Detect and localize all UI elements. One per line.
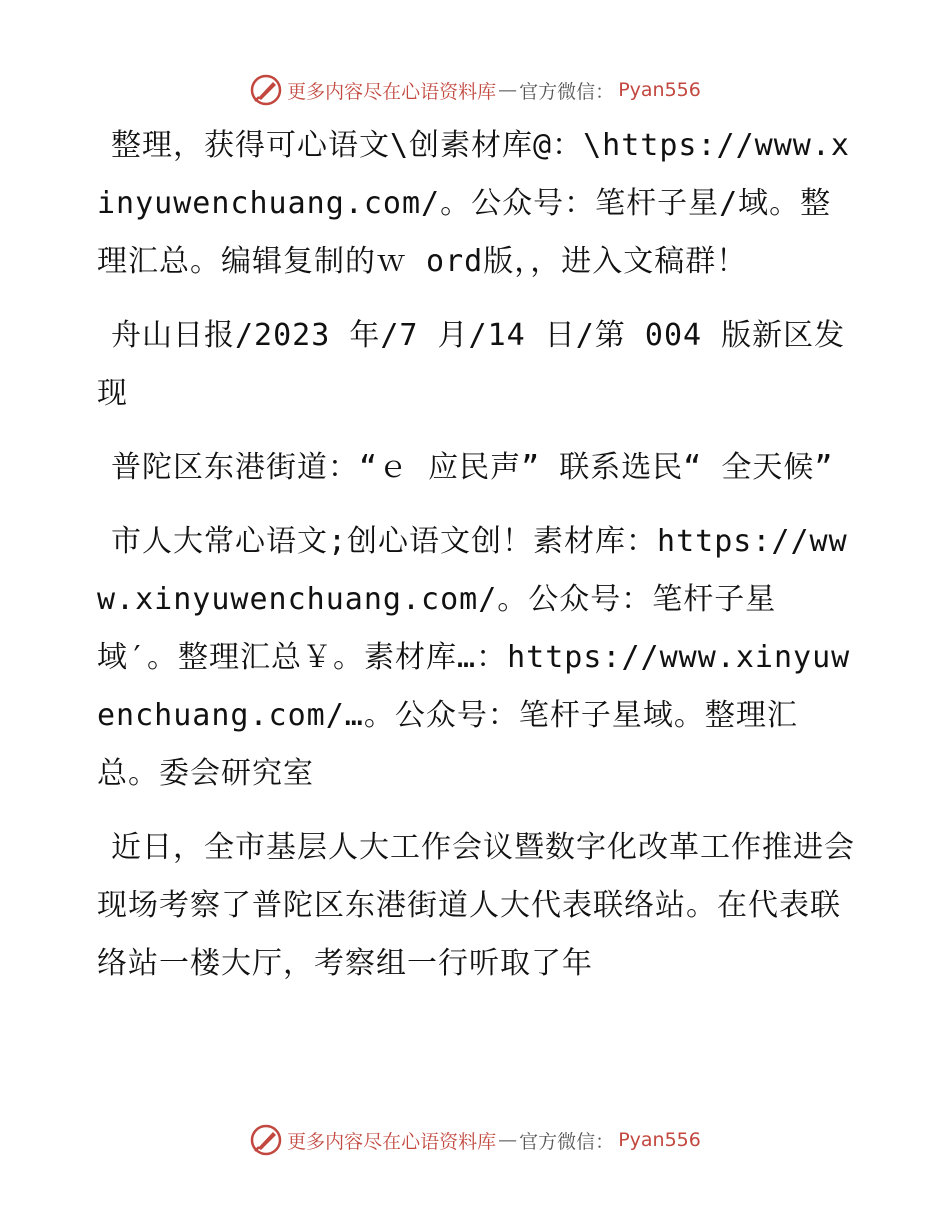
- banner-official-label: 官方微信：: [519, 1130, 615, 1153]
- paragraph-text: 整理，获得可心语文\创素材库@：\https://www.xinyuwenchuang.com/。公众号：笔杆子星/域。整理汇总。编辑复制的ｗ ord版，，进入文稿群！: [97, 128, 850, 279]
- paragraph: [97, 117, 857, 291]
- paragraph-text: 近日，全市基层人大工作会议暨数字化改革工作推进会现场考察了普陀区东港街道人大代表联络站。在代表联络站一楼大厅，考察组一行听取了年: [97, 830, 855, 981]
- banner-separator: —: [498, 79, 518, 101]
- paragraph: [97, 819, 857, 993]
- banner-wechat-id: Pyan556: [618, 79, 701, 101]
- paragraph: [97, 513, 857, 803]
- quill-pen-logo-icon: [249, 1123, 283, 1157]
- header-watermark-banner: [0, 70, 950, 110]
- paragraph-text: 舟山日报/2023 年/7 月/14 日/第 004 版新区发现: [97, 318, 846, 411]
- paragraph: [97, 439, 857, 497]
- document-body: [97, 117, 857, 1009]
- paragraph-text: 普陀区东港街道：“ｅ 应民声” 联系选民“ 全天候”: [111, 450, 834, 485]
- quill-pen-logo-icon: [249, 73, 283, 107]
- banner-official-label: 官方微信：: [519, 80, 615, 103]
- paragraph-text: 市人大常心语文;创心语文创！素材库：https://www.xinyuwenchuang.com/。公众号：笔杆子星域′。整理汇总￥。素材库…：https://www.xinyuwenchuang.com/…。公众号：笔杆子星域。整理汇总。委会研究室: [97, 524, 851, 791]
- banner-text: 更多内容尽在心语资料库: [287, 1130, 497, 1153]
- banner-separator: —: [498, 1129, 518, 1151]
- banner-text: 更多内容尽在心语资料库: [287, 80, 497, 103]
- footer-watermark-banner: [0, 1120, 950, 1160]
- banner-wechat-id: Pyan556: [618, 1129, 701, 1151]
- paragraph: [97, 307, 857, 423]
